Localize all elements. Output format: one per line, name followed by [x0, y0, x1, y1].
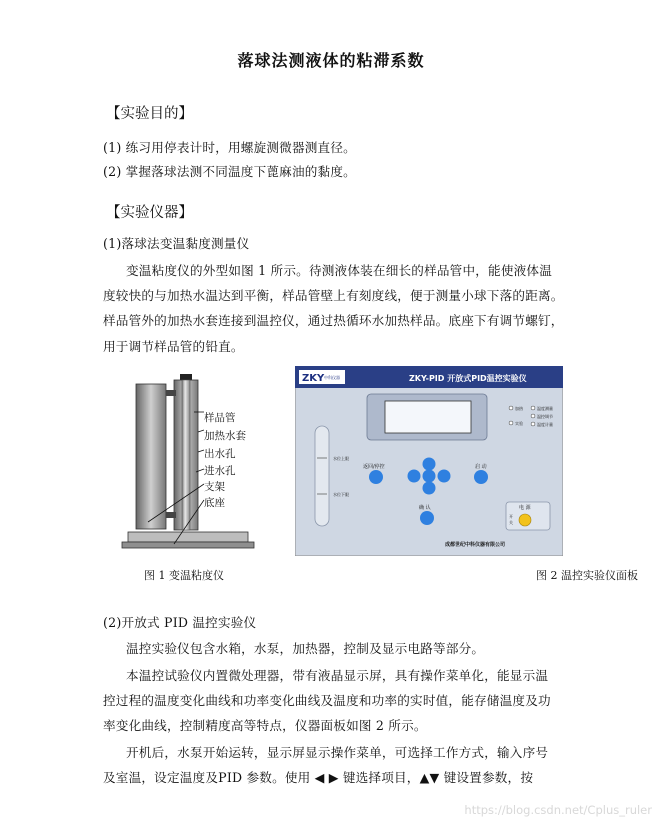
para1-line-1: 变温粘度仪的外型如图 1 所示。待测液体装在细长的样品管中，能使液体温	[126, 263, 553, 278]
figure1-caption: 图 1 变温粘度仪	[144, 569, 224, 582]
figure2-caption: 图 2 温控实验仪面板	[536, 569, 638, 582]
sample-tube	[182, 380, 190, 530]
purpose-heading: 【实验目的】	[106, 106, 193, 122]
left-arrow-button[interactable]	[408, 470, 421, 483]
figure1-viscometer-drawing	[118, 372, 278, 562]
figure1-label-outlet: 出水孔	[204, 448, 236, 460]
para3-line-2: 控过程的温度变化曲线和功率变化曲线及温度和功率的实时值，能存储温度及功	[103, 693, 551, 708]
panel-title: ZKY-PID 开放式PID温控实验仪	[409, 374, 527, 383]
apparatus-sub-1: (1)落球法变温黏度测量仪	[103, 236, 250, 251]
figure1-label-support: 支架	[204, 481, 225, 493]
down-arrow-button[interactable]	[423, 482, 436, 495]
support-clamp-bottom	[166, 512, 176, 518]
figure1-label-heating-jacket: 加热水套	[204, 430, 246, 442]
figure1-label-inlet: 进水孔	[204, 465, 236, 477]
panel-logo: ZKY	[302, 373, 325, 384]
power-off-label: 关	[509, 520, 513, 525]
figure1-label-base: 底座	[204, 497, 225, 509]
power-switch[interactable]	[519, 514, 531, 526]
base-foot	[122, 542, 254, 548]
indicator-heat-label: 加热	[515, 406, 523, 411]
indicator-experiment-label: 实验	[515, 421, 523, 426]
para2-line-1: 温控实验仪包含水箱，水泵，加热器，控制及显示电路等部分。	[126, 641, 485, 656]
para1-line-4: 用于调节样品管的铅直。	[103, 339, 244, 354]
indicator-temp-control	[531, 414, 535, 418]
figure2-control-panel	[295, 366, 563, 556]
para1-line-3: 样品管外的加热水套连接到温控仪，通过热循环水加热样品。底座下有调节螺钉，	[103, 313, 564, 328]
return-button[interactable]	[369, 470, 383, 484]
indicator-temp-control-label: 温控调节	[537, 414, 553, 419]
indicator-temp-meter	[531, 422, 535, 426]
para3-line-1: 本温控试验仪内置微处理器，带有液晶显示屏，具有操作菜单化，能显示温	[126, 668, 549, 683]
confirm-button-label: 确 认	[419, 505, 431, 511]
page-title: 落球法测液体的粘滞系数	[237, 51, 425, 70]
base-plate	[128, 532, 248, 542]
power-label: 电 源	[519, 505, 531, 511]
para3-line-3: 率变化曲线，控制精度高等特点，仪器面板如图 2 所示。	[103, 718, 427, 733]
support-column	[136, 384, 166, 529]
indicator-experiment	[509, 421, 513, 425]
para4-line-1: 开机后，水泵开始运转，显示屏显示操作菜单，可选择工作方式，输入序号	[126, 745, 549, 760]
water-level-tube	[315, 426, 329, 526]
start-button[interactable]	[474, 470, 488, 484]
confirm-button[interactable]	[420, 511, 434, 525]
center-button[interactable]	[423, 470, 436, 483]
indicator-temp-measure-label: 温度测量	[537, 406, 553, 411]
apparatus-heading: 【实验仪器】	[106, 205, 193, 221]
up-arrow-button[interactable]	[423, 458, 436, 471]
right-arrow-button[interactable]	[438, 470, 451, 483]
panel-logo-small: 中科仪器	[324, 375, 340, 380]
support-clamp-top	[166, 390, 176, 396]
start-button-label: 启 动	[475, 464, 487, 470]
csdn-watermark: https://blog.csdn.net/Cplus_ruler	[464, 803, 652, 817]
water-level-low-label: 水位下限	[333, 492, 349, 497]
figure1-label-sample-tube: 样品管	[204, 412, 236, 424]
indicator-temp-measure	[531, 406, 535, 410]
water-level-high-label: 水位上限	[333, 456, 349, 461]
purpose-item-1: (1) 练习用停表计时，用螺旋测微器测直径。	[103, 140, 356, 155]
purpose-item-2: (2) 掌握落球法测不同温度下蓖麻油的黏度。	[103, 164, 356, 179]
para1-line-2: 度较快的与加热水温达到平衡，样品管壁上有刻度线，便于测量小球下落的距离。	[103, 288, 564, 303]
indicator-temp-meter-label: 温度计量	[537, 422, 553, 427]
power-on-label: 开	[509, 514, 513, 519]
return-button-label: 返回/停控	[363, 464, 385, 470]
apparatus-sub-2: (2)开放式 PID 温控实验仪	[103, 615, 257, 630]
para4-line-2: 及室温，设定温度及PID 参数。使用 ◀ ▶ 键选择项目，▲▼ 键设置参数，按	[103, 770, 534, 785]
manufacturer-label: 成都世纪中科仪器有限公司	[445, 542, 506, 548]
lcd-screen	[385, 401, 471, 433]
indicator-heat	[509, 406, 513, 410]
